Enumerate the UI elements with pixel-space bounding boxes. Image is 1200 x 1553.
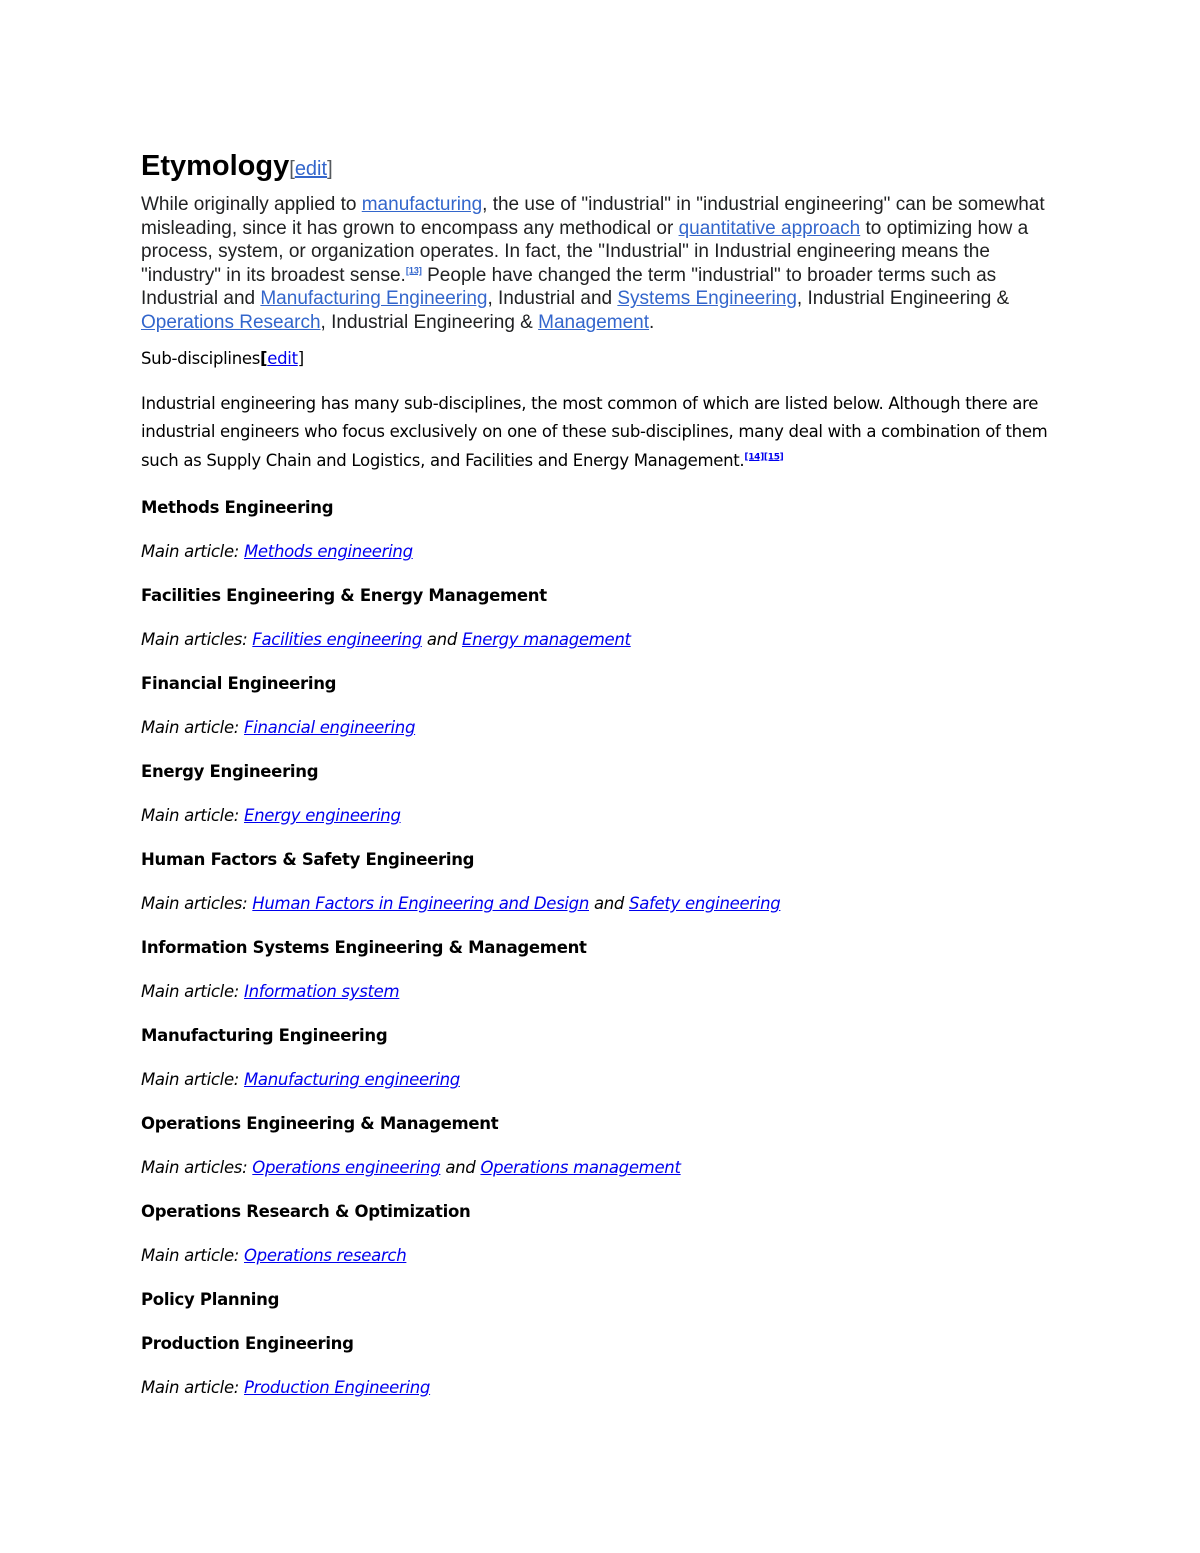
- systems-engineering-link[interactable]: Systems Engineering: [617, 288, 797, 310]
- section-title: Manufacturing Engineering: [141, 1026, 388, 1046]
- citation-13: [406, 265, 422, 275]
- etymology-text-8: .: [649, 311, 655, 333]
- etymology-text-7: , Industrial Engineering &: [320, 311, 539, 333]
- subdiscipline-sections: [141, 497, 1061, 1399]
- etymology-text-4: People have changed the term "industrial" to broader terms such as Industrial and: [141, 264, 997, 310]
- citation-14-15: [744, 452, 783, 462]
- manufacturing-link[interactable]: manufacturing: [361, 194, 483, 215]
- subdiscipline-section: [141, 1289, 1061, 1311]
- main-article-line: [141, 541, 1061, 563]
- subdisciplines-bracket-open: [: [260, 348, 268, 368]
- subdiscipline-section: [141, 497, 1061, 563]
- section-title: Operations Engineering & Management: [141, 1114, 499, 1134]
- main-article-line: [141, 1377, 1061, 1399]
- section-title: Operations Research & Optimization: [141, 1202, 471, 1222]
- citation-13-link[interactable]: [13]: [405, 265, 422, 276]
- subdisciplines-intro-text: Industrial engineering has many sub-disciplines, the most common of which are listed below. Although there are industrial engineers who focus exclusively on one of these sub-disciplines, many deal with a combination of them such as Supply Chain and Logistics, and Facilities and Energy Management.: [141, 393, 1048, 470]
- main-article-prefix: Main article:: [141, 1070, 244, 1090]
- main-article-line: [141, 717, 1061, 739]
- subdisciplines-heading: [141, 348, 1061, 370]
- main-article-line: [141, 1157, 1061, 1179]
- edit-bracket-open: [: [289, 158, 295, 180]
- subdiscipline-section: [141, 673, 1061, 739]
- main-article-link[interactable]: Operations research: [244, 1246, 407, 1266]
- main-article-link-secondary[interactable]: Energy management: [461, 630, 631, 650]
- subdiscipline-section: [141, 1333, 1061, 1399]
- main-article-link[interactable]: Manufacturing engineering: [244, 1070, 460, 1090]
- subdiscipline-section: [141, 1201, 1061, 1267]
- etymology-edit-link[interactable]: edit: [294, 158, 328, 180]
- main-article-line: [141, 805, 1061, 827]
- section-title: Production Engineering: [141, 1334, 354, 1354]
- main-article-prefix: Main article:: [141, 542, 244, 562]
- etymology-text-5: , Industrial and: [487, 288, 618, 310]
- main-article-prefix: Main article:: [141, 1246, 244, 1266]
- subdiscipline-section: [141, 849, 1061, 915]
- section-title: Facilities Engineering & Energy Management: [141, 586, 547, 606]
- etymology-heading: [141, 148, 1061, 187]
- main-article-prefix: Main article:: [141, 982, 244, 1002]
- subdisciplines-bracket-close: ]: [297, 348, 304, 368]
- etymology-text-6: , Industrial Engineering &: [796, 288, 1010, 310]
- main-article-prefix: Main articles:: [141, 1158, 253, 1178]
- manufacturing-engineering-link[interactable]: Manufacturing Engineering: [260, 288, 488, 310]
- main-article-link[interactable]: Human Factors in Engineering and Design: [252, 894, 589, 914]
- main-article-line: [141, 1245, 1061, 1267]
- etymology-text-2: , the use of "industrial" in "industrial engineering" can be somewhat misleading, since it has grown to encompass any methodical or: [141, 194, 1045, 239]
- subdiscipline-section: [141, 1113, 1061, 1179]
- section-title: Financial Engineering: [141, 674, 337, 694]
- main-article-joiner: and: [440, 1158, 481, 1178]
- subdisciplines-edit-link[interactable]: edit: [267, 348, 298, 368]
- subdiscipline-section: [141, 1025, 1061, 1091]
- main-article-link[interactable]: Methods engineering: [244, 542, 413, 562]
- subdisciplines-intro: [141, 390, 1061, 476]
- quantitative-approach-link[interactable]: quantitative approach: [678, 217, 861, 239]
- etymology-text-3: to optimizing how a process, system, or organization operates. In fact, the "Industrial" in Industrial engineering means the "industry" in its broadest sense.: [141, 217, 1029, 286]
- main-article-link[interactable]: Financial engineering: [244, 718, 416, 738]
- subdiscipline-section: [141, 585, 1061, 651]
- etymology-paragraph: [141, 193, 1061, 335]
- edit-bracket-close: ]: [327, 158, 333, 180]
- main-article-prefix: Main article:: [141, 718, 244, 738]
- main-article-link-secondary[interactable]: Safety engineering: [629, 894, 781, 914]
- main-article-link-secondary[interactable]: Operations management: [480, 1158, 681, 1178]
- main-article-prefix: Main articles:: [141, 894, 253, 914]
- section-title: Methods Engineering: [141, 498, 334, 518]
- main-article-line: [141, 981, 1061, 1003]
- management-link[interactable]: Management: [538, 311, 650, 333]
- section-title: Information Systems Engineering & Management: [141, 938, 587, 958]
- section-title: Energy Engineering: [141, 762, 319, 782]
- main-article-link[interactable]: Production Engineering: [244, 1378, 431, 1398]
- operations-research-link[interactable]: Operations Research: [141, 311, 321, 333]
- main-article-link[interactable]: Operations engineering: [252, 1158, 441, 1178]
- section-title: Policy Planning: [141, 1290, 280, 1310]
- citation-14-15-link[interactable]: [14][15]: [744, 452, 784, 463]
- main-article-joiner: and: [421, 630, 462, 650]
- main-article-prefix: Main articles:: [141, 630, 253, 650]
- main-article-link[interactable]: Energy engineering: [244, 806, 401, 826]
- subdisciplines-heading-text: Sub-disciplines: [141, 348, 261, 368]
- etymology-text-1: While originally applied to: [141, 194, 362, 215]
- main-article-line: [141, 1069, 1061, 1091]
- main-article-joiner: and: [589, 894, 630, 914]
- document-page: [141, 148, 1061, 1399]
- main-article-line: [141, 629, 1061, 651]
- subdiscipline-section: [141, 761, 1061, 827]
- main-article-link[interactable]: Information system: [244, 982, 400, 1002]
- section-title: Human Factors & Safety Engineering: [141, 850, 475, 870]
- main-article-link[interactable]: Facilities engineering: [252, 630, 422, 650]
- main-article-prefix: Main article:: [141, 1378, 244, 1398]
- subdiscipline-section: [141, 937, 1061, 1003]
- main-article-line: [141, 893, 1061, 915]
- etymology-heading-text: Etymology: [141, 150, 290, 182]
- main-article-prefix: Main article:: [141, 806, 244, 826]
